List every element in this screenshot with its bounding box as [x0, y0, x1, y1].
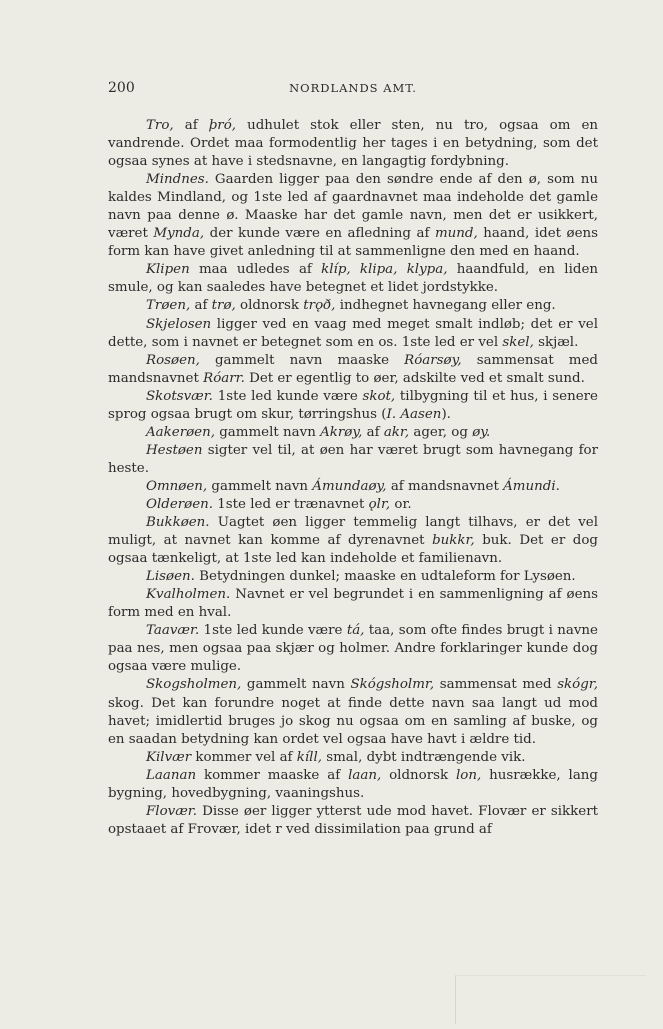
- entry-italic-term: Skógsholmr,: [350, 677, 435, 693]
- place-name-entry: [108, 171, 598, 261]
- entry-headword: Kilvær: [146, 749, 192, 765]
- entry-text: indhegnet havnegang eller eng.: [335, 298, 556, 314]
- entry-italic-term: kíll,: [296, 749, 322, 765]
- entry-text: ager, og: [409, 424, 473, 440]
- place-name-entry: [108, 749, 598, 767]
- entry-text: sammensat med mandsnavnet: [108, 352, 599, 386]
- entry-text: ).: [441, 406, 451, 422]
- entry-italic-term: Ámundaøy,: [312, 478, 387, 494]
- entry-italic-term: ǫlr,: [368, 496, 391, 512]
- entry-italic-term: akr,: [383, 424, 410, 440]
- entry-headword: Hestøen: [146, 442, 203, 458]
- entry-text: smal, dybt indtrængende vik.: [321, 749, 526, 765]
- place-name-entry: [108, 316, 598, 352]
- entry-text: Betydningen dunkel; maaske en udtaleform for Lysøen.: [194, 569, 576, 585]
- entry-text: maa udledes af: [189, 262, 322, 278]
- entry-text: Navnet er vel begrundet i en sammenligning af øens form med en hval.: [108, 587, 598, 621]
- entry-italic-term: laan,: [348, 767, 382, 783]
- place-name-entry: [108, 442, 598, 478]
- entry-text: haand, idet øens form kan have givet anledning til at sammenligne den med en haand.: [108, 226, 599, 260]
- place-name-entry: [108, 261, 598, 297]
- entry-italic-term: trǫð,: [303, 298, 336, 314]
- entry-text: or.: [390, 496, 412, 512]
- entry-headword: Tro,: [146, 118, 174, 133]
- entry-italic-term: mund,: [434, 226, 478, 242]
- entry-text: af mandsnavnet: [386, 478, 504, 494]
- entry-headword: Mindnes.: [146, 172, 209, 188]
- entry-italic-term: skógr,: [557, 677, 598, 693]
- entry-italic-term: bukkr,: [432, 533, 475, 549]
- entry-text: tilbygning til et hus, i senere sprog ogsaa brugt om skur, tørringshus (: [108, 388, 598, 422]
- entry-headword: Taavær.: [146, 623, 200, 639]
- place-name-entry: [108, 676, 598, 748]
- entry-text: haandfuld, en liden smule, og kan saaledes have betegnet et lidet jordstykke.: [108, 262, 598, 296]
- place-name-entry: [108, 424, 598, 442]
- entry-text: af: [173, 118, 209, 133]
- entry-italic-term: Ámundi.: [503, 478, 560, 494]
- place-name-entry: [108, 478, 598, 496]
- entry-text: kommer vel af: [191, 749, 297, 765]
- entry-text: gammelt navn: [207, 478, 313, 494]
- body-text: [108, 117, 598, 839]
- entry-text: udhulet stok eller sten, nu tro, ogsaa om en vandrende. Ordet maa formodentlig her tages i en betydning, som det ogsaa synes at have i stedsnavne, en langagtig fordybning.: [108, 118, 598, 170]
- entry-text: gammelt navn: [214, 424, 321, 440]
- entry-headword: Trøen,: [146, 298, 191, 314]
- entry-text: kommer maaske af: [196, 767, 349, 783]
- entry-italic-term: Róarsøy,: [404, 352, 462, 368]
- entry-italic-term: skot,: [362, 388, 396, 404]
- page-header: [108, 80, 598, 100]
- place-name-entry: [108, 803, 598, 839]
- entry-italic-term: trø,: [211, 298, 236, 314]
- entry-headword: Omnøen,: [146, 478, 208, 494]
- entry-headword: Lisøen.: [146, 569, 195, 585]
- entry-italic-term: I. Aasen: [386, 406, 442, 422]
- entry-italic-term: þró,: [208, 118, 237, 133]
- entry-italic-term: lon,: [456, 767, 482, 783]
- entry-italic-term: Mynda,: [153, 226, 205, 242]
- entry-headword: Bukkøen.: [146, 515, 210, 531]
- entry-headword: Skjelosen: [146, 316, 212, 332]
- place-name-entry: [108, 622, 598, 676]
- page-edge-mark: [455, 975, 646, 1024]
- entry-headword: Flovær.: [146, 803, 197, 819]
- running-head: NORDLANDS AMT.: [289, 81, 417, 95]
- entry-text: skog. Det kan forundre noget at finde dette navn saa langt ud mod havet; imidlertid bruges jo skog nu ogsaa om en samling af buske, og en saadan betydning kan ordet vel ogsaa have havt i ældre tid.: [108, 695, 598, 747]
- entry-text: 1ste led er trænavnet: [213, 496, 369, 512]
- entry-italic-term: tá,: [346, 623, 365, 639]
- entry-text: taa, som ofte findes brugt i navne paa nes, men ogsaa paa skjær og holmer. Andre forklaringer kunde dog ogsaa være mulige.: [108, 623, 598, 675]
- place-name-entry: [108, 117, 598, 171]
- entry-italic-term: Róarr.: [203, 370, 245, 386]
- entry-text: skjæl.: [533, 334, 579, 350]
- entry-text: Gaarden ligger paa den søndre ende af den ø, som nu kaldes Mindland, og 1ste led af gaardnavnet maa indeholde det gamle navn paa denne ø. Maaske har det gamle navn, men det er usikkert, været: [108, 172, 598, 242]
- entry-headword: Kvalholmen.: [146, 587, 231, 603]
- place-name-entry: [108, 767, 598, 803]
- place-name-entry: [108, 514, 598, 568]
- entry-headword: Aakerøen,: [146, 424, 215, 440]
- place-name-entry: [108, 388, 598, 424]
- place-name-entry: [108, 297, 598, 315]
- entry-text: Det er egentlig to øer, adskilte ved et smalt sund.: [244, 370, 585, 386]
- entry-text: Disse øer ligger ytterst ude mod havet. Flovær er sikkert opstaaet af Frovær, idet r ved dissimilation paa grund af: [108, 803, 598, 837]
- entry-text: 1ste led kunde være: [212, 388, 363, 404]
- entry-text: 1ste led kunde være: [199, 623, 347, 639]
- place-name-entry: [108, 496, 598, 514]
- entry-text: af: [190, 298, 212, 314]
- entry-italic-term: Akrøy,: [320, 424, 363, 440]
- entry-text: sigter vel til, at øen har været brugt som havnegang for heste.: [108, 442, 598, 476]
- entry-headword: Laanan: [146, 767, 197, 783]
- entry-headword: Rosøen,: [146, 352, 200, 368]
- entry-headword: Skogsholmen,: [146, 677, 242, 693]
- entry-italic-term: skel,: [502, 334, 534, 350]
- entry-headword: Skotsvær.: [146, 388, 213, 404]
- entry-text: gammelt navn maaske: [199, 352, 405, 368]
- page-number: 200: [108, 80, 135, 96]
- place-name-entry: [108, 568, 598, 586]
- entry-text: Uagtet øen ligger temmelig langt tilhavs, er det vel muligt, at navnet kan komme af dyrenavnet: [108, 515, 598, 549]
- entry-text: der kunde være en afledning af: [204, 226, 435, 242]
- place-name-entry: [108, 352, 598, 388]
- entry-text: ligger ved en vaag med meget smalt indløb; det er vel dette, som i navnet er betegnet som en os. 1ste led er vel: [108, 316, 598, 350]
- entry-headword: Klipen: [146, 262, 190, 278]
- entry-text: sammensat med: [434, 677, 558, 693]
- entry-italic-term: klíp, klipa, klypa,: [321, 262, 448, 278]
- entry-italic-term: øy.: [472, 424, 491, 440]
- entry-text: gammelt navn: [241, 677, 351, 693]
- entry-text: oldnorsk: [381, 767, 456, 783]
- entry-text: oldnorsk: [235, 298, 304, 314]
- place-name-entry: [108, 586, 598, 622]
- entry-text: husrække, lang bygning, hovedbygning, vaaningshus.: [108, 767, 598, 801]
- entry-text: af: [362, 424, 384, 440]
- entry-text: buk. Det er dog ogsaa tænkeligt, at 1ste led kan indeholde et familienavn.: [108, 533, 598, 567]
- entry-headword: Olderøen.: [146, 496, 214, 512]
